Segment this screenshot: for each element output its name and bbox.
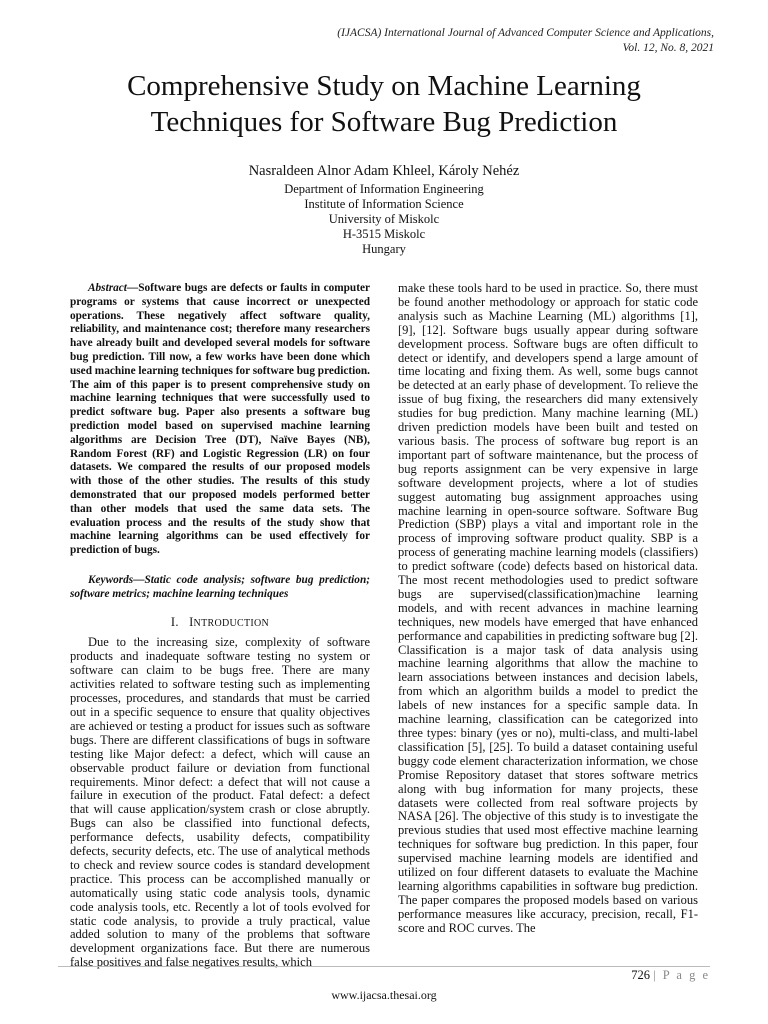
journal-website: www.ijacsa.thesai.org <box>331 988 437 1002</box>
introduction-continued: make these tools hard to be used in practice. So, there must be found another methodology or approach for static code analysis such as Machine Learning (ML) algorithms [1], [9], [12]. Software bugs usually appear during software development process. Software bugs are often difficult to detect or identify, and developers spend a large amount of time locating and fixing them. As well, some bugs cannot be detected at an early phase of development. To relieve the issue of bug fixing, the researchers did many extensively studies for bug prediction. Many machine learning (ML) driven prediction models have been built and tested on various basis. The process of software bug report is an important part of software maintenance, but the process of bug reports assignment can be very expensive in large software development projects, where a lot of studies suggest automating bug assignment approaches using machine learning in open-source software. Software Bug Prediction (SBP) plays a vital and important role in the process of improving software product quality. SBP is a process of generating machine learning models (classifiers) to predict software (code) defects based on historical data. The most recent methodologies used to predict software bugs are supervised(classification)machine learning models, and with recent advances in machine learning techniques, new models have emerged that have enhanced performance and capabilities in predicting software bug [2]. Classification is a major task of data analysis using machine learning algorithms that allow the machine to learn associations between instances and decision labels, from which an algorithm builds a model to predict the labels of new instances for a specific sample data. In machine learning, classification can be categorized into three types: binary (yes or no), multi-class, and multi-label classification [5], [25]. To build a dataset containing useful buggy code element characterization information, we chose Promise Repository dataset that stores software metrics along with bug information for many projects, these datasets were collected from real software projects by NASA [26]. The objective of this study is to investigate the previous studies that used most effective machine learning techniques for software bug prediction. In this paper, four supervised machine learning models are identified and utilized on four different datasets to evaluate the Machine learning algorithms capabilities in software bug prediction. The paper compares the proposed models based on various performance measures like accuracy, precision, recall, F1-score and ROC curves. The <box>398 281 698 935</box>
affiliation-country: Hungary <box>362 242 406 256</box>
keywords-text: Static code analysis; software bug prediction; software metrics; machine learning techniques <box>70 573 370 600</box>
left-column <box>70 282 370 970</box>
abstract-label: Abstract— <box>88 282 139 294</box>
authors: Nasraldeen Alnor Adam Khleel, Károly Nehéz <box>248 163 520 179</box>
introduction-paragraph: Due to the increasing size, complexity of software products and inadequate software testing no system or software can claim to be bugs free. There are many activities related to software testing such as implementing processes, procedures, and standards that must be carried out in a specific sequence to ensure that quality objectives are achieved or testing a product for issues such as software bugs. There are different classifications of bugs in software testing like Major defect: a defect, which will cause an observable product failure or deviation from functional requirements. Minor defect: a defect that will not cause a failure in execution of the product. Fatal defect: a defect that will cause application/system crash or close abruptly. Bugs can also be classified into functional defects, performance defects, usability defects, compatibility defects, security defects, etc. The use of analytical methods to check and review source codes is standard development practice. This process can be accomplished manually or automatically using static code analysis tools, dynamic code analysis tools, etc. Recently a lot of tools evolved for static code analysis, to provide a truly practical, value added solution to many of the problems that software development organizations face. But there are numerous false positives and false negatives results, which <box>70 635 370 970</box>
affiliation-postal: H-3515 Miskolc <box>342 227 426 241</box>
affiliation-university: University of Miskolc <box>328 212 440 226</box>
abstract <box>70 282 370 558</box>
journal-volume: Vol. 12, No. 8, 2021 <box>622 42 714 54</box>
page-label: | P a g e <box>653 968 710 982</box>
section-title-initial: I <box>189 614 194 629</box>
right-column <box>398 282 698 936</box>
paper-title-line2: Techniques for Software Bug Prediction <box>150 106 618 138</box>
section-number: I. <box>170 614 179 629</box>
journal-header <box>274 26 714 56</box>
affiliation-institute: Institute of Information Science <box>304 197 464 211</box>
page-number <box>631 968 710 983</box>
footer-divider <box>58 966 710 967</box>
journal-name: (IJACSA) International Journal of Advanced Computer Science and Applications, <box>337 27 714 39</box>
keywords <box>70 574 370 602</box>
affiliation-department: Department of Information Engineering <box>284 182 484 196</box>
affiliation <box>0 182 768 257</box>
keywords-label: Keywords— <box>88 573 145 586</box>
paper-title <box>60 68 708 140</box>
section-title-rest: NTRODUCTION <box>193 617 270 629</box>
abstract-text: Software bugs are defects or faults in computer programs or systems that cause incorrect or unexpected operations. These negatively affect software quality, reliability, and maintenance cost; therefore many researchers have already built and developed several models for software bug prediction. Till now, a few works have been done which used machine learning techniques for software bug prediction. The aim of this paper is to present comprehensive study on machine learning techniques that were successfully used to predict software bug. Paper also presents a software bug prediction model based on supervised machine learning algorithms are Decision Tree (DT), Naïve Bayes (NB), Random Forest (RF) and Logistic Regression (LR) on four datasets. We compared the results of our proposed models with those of the other studies. The results of this study demonstrated that our proposed models performed better than other models that used the same data sets. The evaluation process and the results of the study show that machine learning algorithms can be used effectively for prediction of bugs. <box>70 282 371 557</box>
section-heading-introduction <box>70 616 370 631</box>
paper-title-line1: Comprehensive Study on Machine Learning <box>127 70 641 102</box>
page-number-value: 726 <box>631 968 651 982</box>
